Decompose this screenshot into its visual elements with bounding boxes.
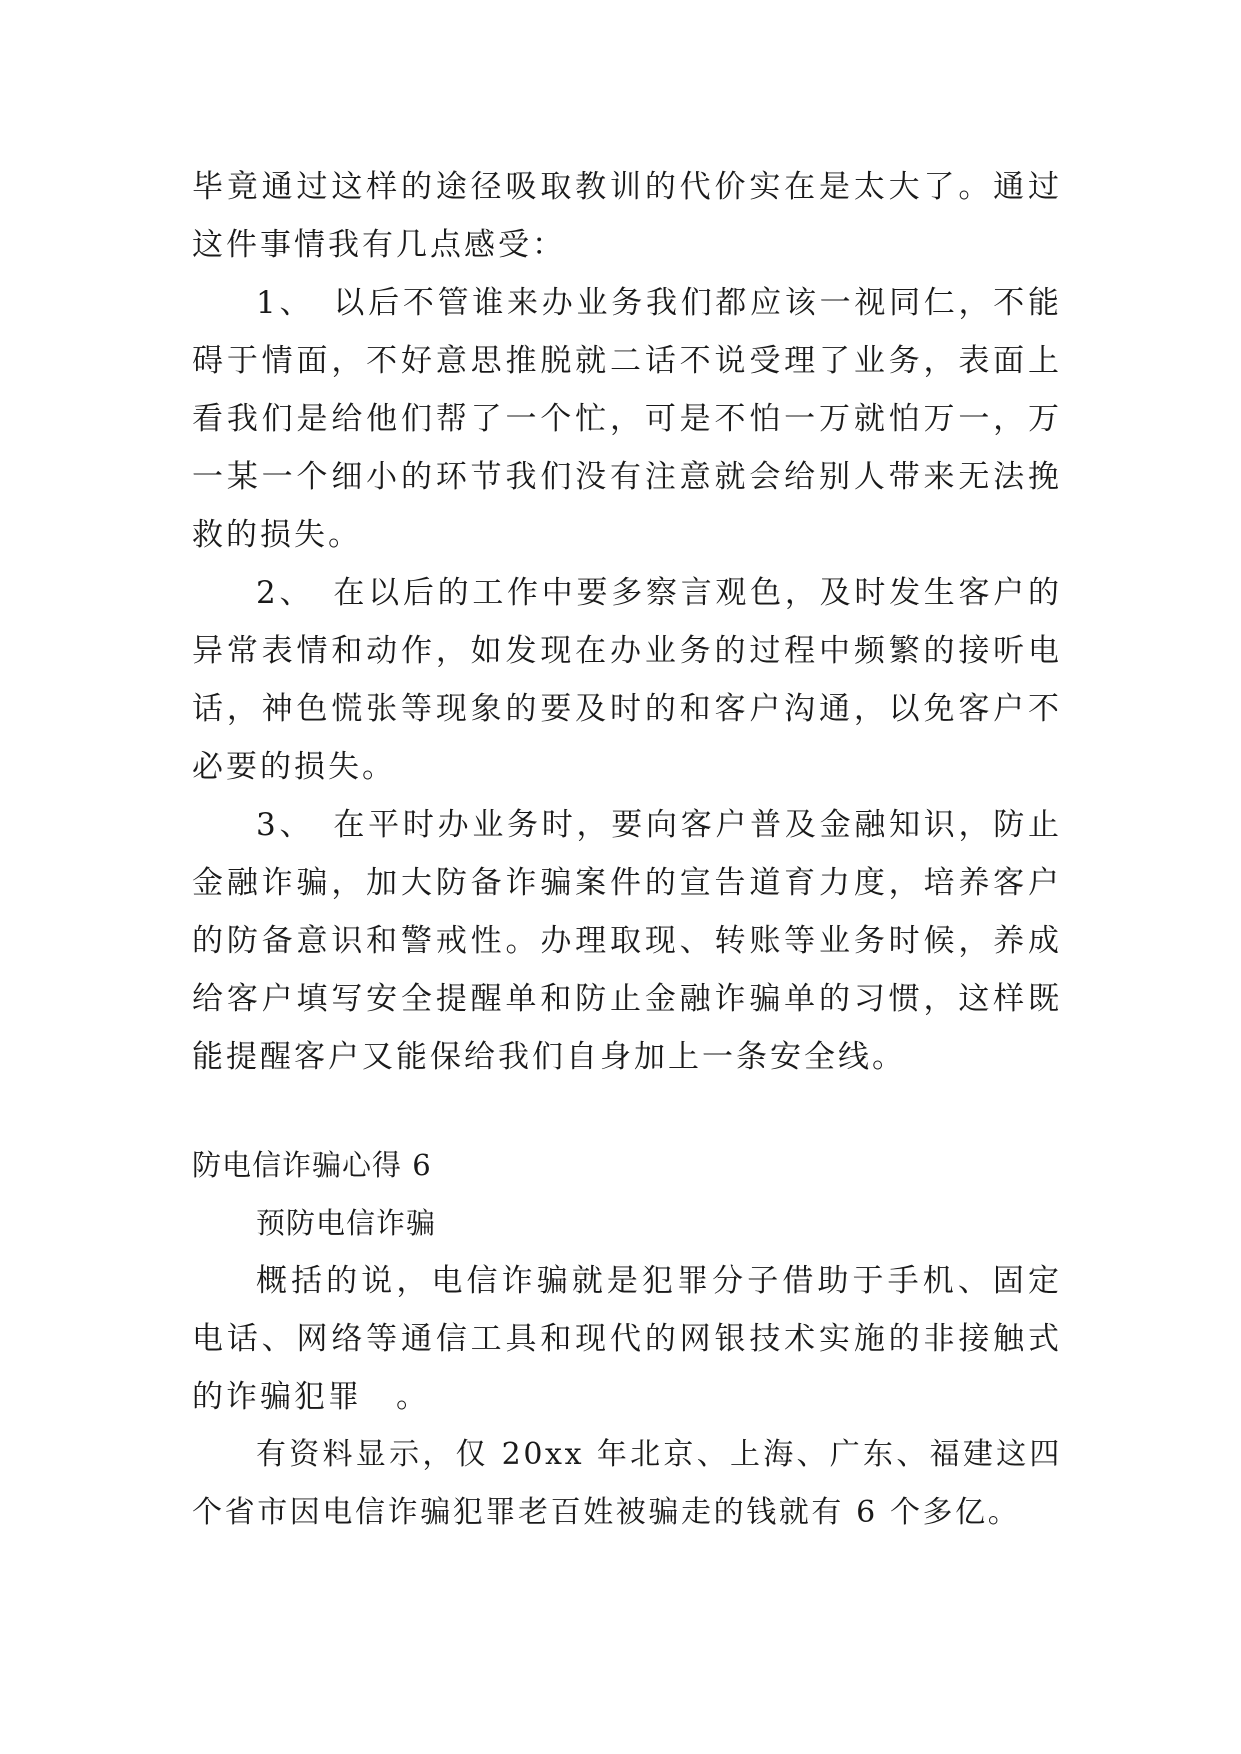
list-item-3: 3、 在平时办业务时，要向客户普及金融知识，防止金融诈骗，加大防备诈骗案件的宣告道育力度，培养客户的防备意识和警戒性。办理取现、转账等业务时候，养成给客户填写安全提醒单和防止金融诈骗单的习惯，这样既能提醒客户又能保给我们自身加上一条安全线。 [192,807,1062,1075]
list-item-1: 1、 以后不管谁来办业务我们都应该一视同仁，不能碍于情面，不好意思推脱就二话不说受理了业务，表面上看我们是给他们帮了一个忙，可是不怕一万就怕万一，万一某一个细小的环节我们没有注意就会给别人带来无法挽救的损失。 [192,285,1062,553]
document-body [192,158,1062,1542]
paragraph-definition: 概括的说，电信诈骗就是犯罪分子借助于手机、固定电话、网络等通信工具和现代的网银技术实施的非接触式的诈骗犯罪 。 [192,1263,1062,1415]
list-item-2: 2、 在以后的工作中要多察言观色，及时发生客户的异常表情和动作，如发现在办业务的过程中频繁的接听电话，神色慌张等现象的要及时的和客户沟通，以免客户不必要的损失。 [192,575,1062,785]
paragraph-statistics: 有资料显示，仅 20xx 年北京、上海、广东、福建这四个省市因电信诈骗犯罪老百姓被骗走的钱就有 6 个多亿。 [192,1437,1062,1530]
section-spacer [192,1086,1062,1136]
section-subtitle: 预防电信诈骗 [256,1206,437,1240]
section-title: 防电信诈骗心得 6 [192,1148,432,1182]
paragraph-intro: 毕竟通过这样的途径吸取教训的代价实在是太大了。通过这件事情我有几点感受： [192,169,1062,263]
